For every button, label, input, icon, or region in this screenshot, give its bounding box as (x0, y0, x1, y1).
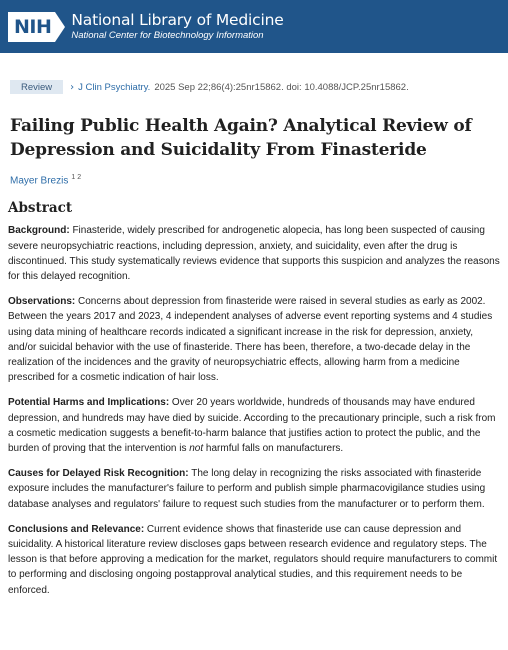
review-badge: Review (10, 80, 63, 94)
nih-logo-text: NIH (8, 12, 55, 42)
chevron-right-icon: › (70, 81, 75, 93)
section-text: Concerns about depression from finasteride were raised in several studies as early as 2002. Between the years 2017 and 2023, 4 independent analyses of adverse event reporting systems and 4 studies using data mining of healthcare records indicated a significant increase in the risk for depression, anxiety, and/or suicidal behavior with the use of finasteride. There has been, therefore, a two-decade delay in the realization of the incidences and the gravity of neuropsychiatric effects, allowing harm from a medicine prescribed for a cosmetic indication of hair loss. (8, 296, 493, 384)
banner-text[interactable] (71, 11, 283, 42)
article-meta (0, 80, 508, 94)
section-label: Background: (8, 225, 70, 237)
section-label: Conclusions and Relevance: (8, 523, 145, 535)
article-title: Failing Public Health Again? Analytical Review of Depression and Suicidality From Finasteride (10, 116, 472, 160)
journal-link[interactable]: J Clin Psychiatry. (78, 81, 151, 93)
author-affiliations[interactable]: 1 2 (71, 174, 82, 181)
nih-logo[interactable] (8, 11, 65, 43)
abstract-section-conclusions (8, 522, 502, 598)
section-text: Finasteride, widely prescribed for androgenetic alopecia, has long been suspected of causing severe neuropsychiatric reactions, including depression, anxiety, and suicidality, even after the drug is discontinued. This study systematically reviews evidence that supports this suspicion and analyzes the reasons for this delayed recognition. (8, 225, 500, 282)
nih-logo-arrow-icon (55, 12, 65, 42)
author-link[interactable]: Mayer Brezis (10, 175, 69, 187)
banner-subtitle: National Center for Biotechnology Information (71, 30, 264, 41)
abstract-section-harms (8, 395, 502, 456)
section-text: Over 20 years worldwide, hundreds of thousands may have endured depression, and hundreds may have died by suicide. According to the precautionary principle, such a risk from a cosmetic medication suggests a benefit-to-harm balance that justifies action to protect the public, and the burden of proving that the intervention is (8, 397, 496, 454)
section-emphasis: not (189, 442, 204, 454)
nlm-banner (0, 0, 508, 53)
section-label: Potential Harms and Implications: (8, 397, 170, 409)
abstract-section-background (8, 223, 502, 284)
section-text: The long delay in recognizing the risks associated with finasteride exposure includes the manufacturer's failure to perform and publish simple pharmacovigilance studies using database analyses and regulators' failure to request such studies from the manufacturer or to perform them. (8, 468, 486, 510)
section-text-end: harmful falls on manufacturers. (203, 442, 344, 454)
abstract-section-causes (8, 466, 502, 512)
author-list (10, 174, 508, 186)
abstract-heading: Abstract (8, 200, 73, 217)
abstract-section-observations (8, 294, 502, 385)
banner-title: National Library of Medicine (71, 11, 284, 29)
section-label: Observations: (8, 296, 76, 308)
section-text: Current evidence shows that finasteride use can cause depression and suicidality. A historical literature review discloses gaps between research evidence and regulatory steps. The lesson is that before approving a medication for the market, regulators should require manufacturers to commit to performing and disclosing ongoing postapproval analytical studies, and this requirement needs to be enforced. (8, 523, 498, 596)
section-label: Causes for Delayed Risk Recognition: (8, 468, 189, 480)
citation-text: 2025 Sep 22;86(4):25nr15862. doi: 10.4088/JCP.25nr15862. (154, 81, 409, 93)
